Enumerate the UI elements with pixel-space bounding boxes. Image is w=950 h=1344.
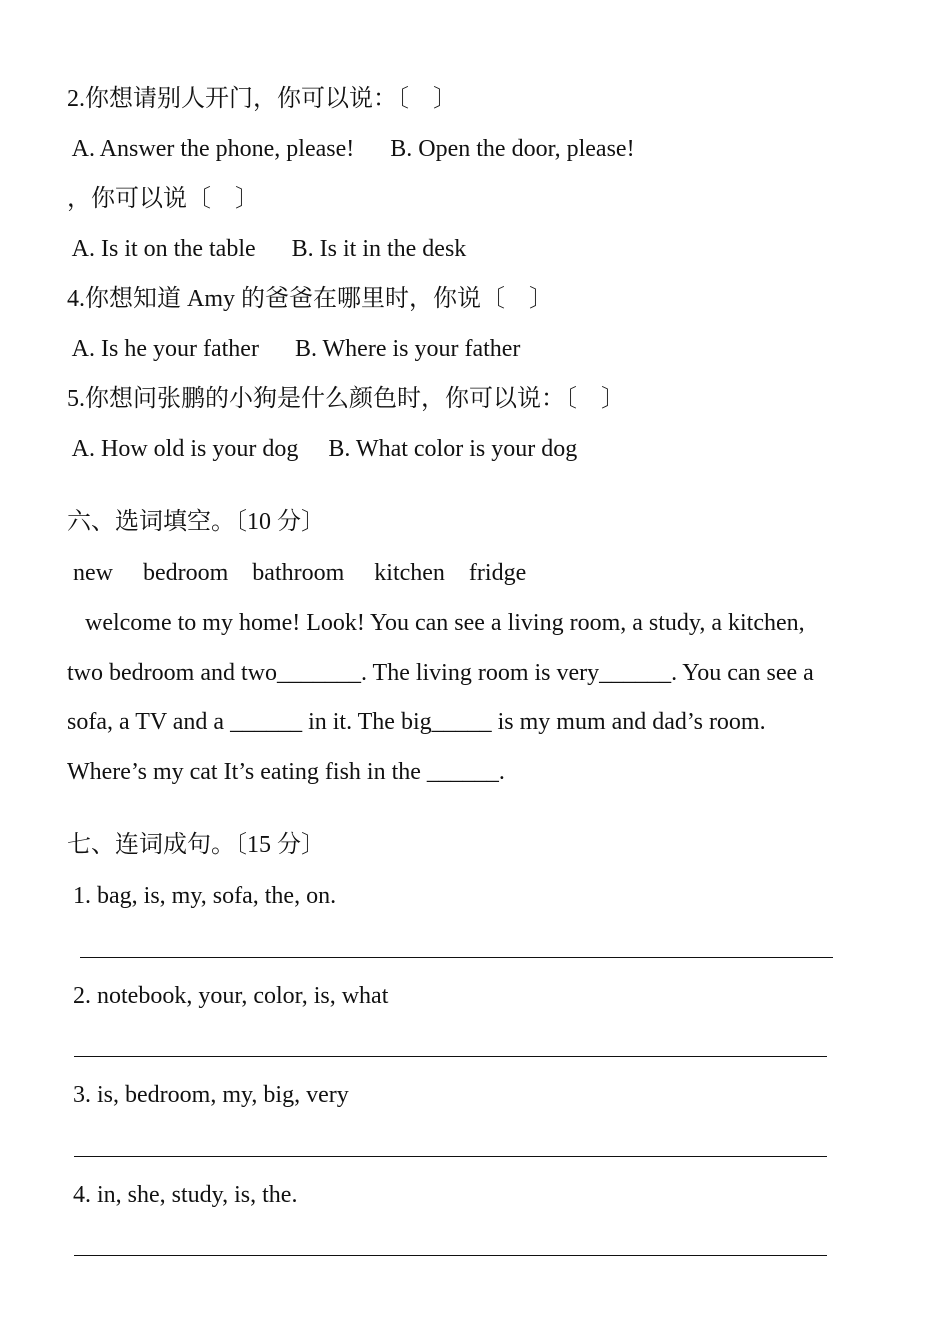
passage-line: welcome to my home! Look! You can see a living room, a study, a kitchen, [67, 610, 805, 636]
question-4-prompt: 4.你想知道 Amy 的爸爸在哪里时，你说〔 〕 [67, 286, 553, 312]
question-5-options: A. How old is your dog B. What color is your dog [67, 436, 578, 462]
question-3-options: A. Is it on the table B. Is it in the desk [67, 236, 467, 262]
question-2-options: A. Answer the phone, please! B. Open the door, please! [67, 136, 635, 162]
passage-line: two bedroom and two_______. The living room is very______. You can see a [67, 660, 814, 686]
section-6-title: 六、选词填空。〔10 分〕 [67, 509, 325, 535]
passage-line: sofa, a TV and a ______ in it. The big_____ is my mum and dad’s room. [67, 709, 766, 735]
answer-line-2[interactable] [74, 1056, 827, 1057]
question-5-prompt: 5.你想问张鹏的小狗是什么颜色时，你可以说：〔 〕 [67, 386, 625, 412]
sentence-item-1: 1. bag, is, my, sofa, the, on. [67, 883, 337, 909]
question-2-prompt: 2.你想请别人开门，你可以说：〔 〕 [67, 86, 457, 112]
word-bank: new bedroom bathroom kitchen fridge [67, 560, 527, 586]
sentence-item-4: 4. in, she, study, is, the. [67, 1182, 298, 1208]
question-3-prompt: ，你可以说〔 〕 [67, 186, 259, 212]
sentence-item-3: 3. is, bedroom, my, big, very [67, 1082, 349, 1108]
section-7-title: 七、连词成句。〔15 分〕 [67, 832, 325, 858]
answer-line-4[interactable] [74, 1255, 827, 1256]
passage-line: Where’s my cat It’s eating fish in the ______. [67, 759, 505, 785]
answer-line-3[interactable] [74, 1156, 827, 1157]
sentence-item-2: 2. notebook, your, color, is, what [67, 983, 389, 1009]
question-4-options: A. Is he your father B. Where is your father [67, 336, 521, 362]
answer-line-1[interactable] [80, 957, 833, 958]
